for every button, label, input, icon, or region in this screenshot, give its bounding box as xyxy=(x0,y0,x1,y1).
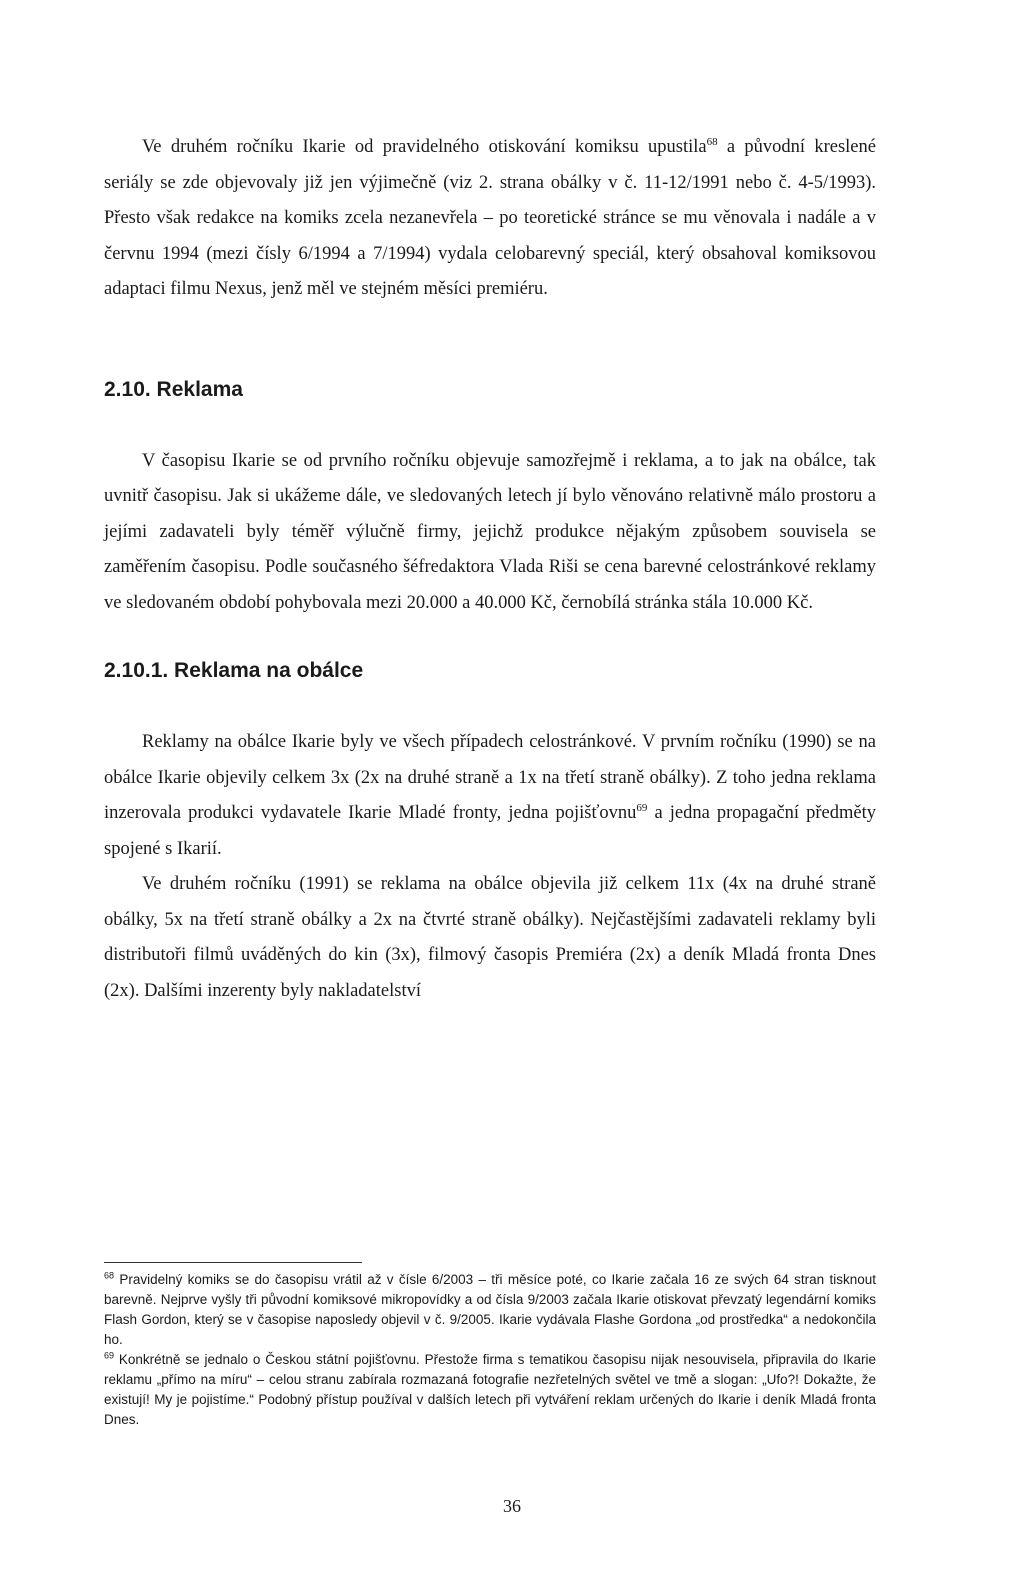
footnotes xyxy=(104,1270,876,1430)
page-number: 36 xyxy=(503,1496,521,1516)
paragraph-4: Ve druhém ročníku (1991) se reklama na obálce objevila již celkem 11x (4x na druhé straně obálky, 5x na třetí straně obálky a 2x na čtvrté straně obálky). Nejčastějšími zadavateli reklamy byli distributoři filmů uváděných do kin (3x), filmový časopis Premiéra (2x) a deník Mladá fronta Dnes (2x). Dalšími inzerenty byly nakladatelství xyxy=(104,874,876,1001)
section-heading-2-10-1: 2.10.1. Reklama na obálce xyxy=(104,659,364,682)
paragraph-2: V časopisu Ikarie se od prvního ročníku objevuje samozřejmě i reklama, a to jak na obálce, tak uvnitř časopisu. Jak si ukážeme dále, ve sledovaných letech jí bylo věnováno relativně málo prostoru a jejími zadavateli byly téměř výlučně firmy, jejichž produkce nějakým způsobem souvisela se zaměřením časopisu. Podle současného šéfredaktora Vlada Riši se cena barevné celostránkové reklamy ve sledovaném období pohybovala mezi 20.000 a 40.000 Kč, černobílá stránka stála 10.000 Kč. xyxy=(104,450,876,613)
footnote-divider xyxy=(104,1262,362,1263)
footnote-68: $^{68}$ Pravidelný komiks se do časopisu vrátil až v čísle 6/2003 – tři měsíce poté, co Ikarie začala 16 ze svých 64 stran tisknout barevně. Nejprve vyšly tři původní komiksové mikropovídky a od čísla 9/2003 začala Ikarie otiskovat převzatý legendární komiks Flash Gordon, který se v časopise naposledy objevil v č. 9/2005. Ikarie vydávala Flashe Gordona „od prostředka“ a nedokončila ho. xyxy=(104,1270,876,1347)
footnote-69: $^{69}$ Konkrétně se jednalo o Českou státní pojišťovnu. Přestože firma s tematikou časopisu nijak nesouvisela, připravila do Ikarie reklamu „přímo na míru“ – celou stranu zabírala rozmazaná fotografie nezřetelných světel ve tmě a slogan: „Ufo?! Dokažte, že existují! My je pojistíme.“ Podobný přístup používal v dalších letech při vytváření reklam určených do Ikarie i deník Mladá fronta Dnes. xyxy=(104,1350,876,1427)
page-body xyxy=(104,130,876,1009)
footnote-ref-69[interactable]: 69 xyxy=(636,801,648,814)
footnote-ref-68[interactable]: 68 xyxy=(706,135,718,148)
section-heading-2-10: 2.10. Reklama xyxy=(104,377,243,401)
paragraph-3: Reklamy na obálce Ikarie byly ve všech případech celostránkové. V prvním ročníku (1990) se na obálce Ikarie objevily celkem 3x (2x na druhé straně a 1x na třetí straně obálky). Z toho jedna reklama inzerovala produkci vydavatele Ikarie Mladé fronty, jedna pojišťovnu$^{69}$ a jedna propagační předměty spojené s Ikarií. xyxy=(104,732,876,859)
footnote-number-69: 69 xyxy=(104,1350,115,1361)
footnote-number-68: 68 xyxy=(104,1270,115,1281)
paragraph-1: Ve druhém ročníku Ikarie od pravidelného otiskování komiksu upustila$^{68}$ a původní kreslené seriály se zde objevovaly již jen výjimečně (viz 2. strana obálky v č. 11-12/1991 nebo č. 4-5/1993). Přesto však redakce na komiks zcela nezanevřela – po teoretické stránce se mu věnovala i nadále a v červnu 1994 (mezi čísly 6/1994 a 7/1994) vydala celobarevný speciál, který obsahoval komiksovou adaptaci filmu Nexus, jenž měl ve stejném měsíci premiéru. xyxy=(104,135,876,299)
